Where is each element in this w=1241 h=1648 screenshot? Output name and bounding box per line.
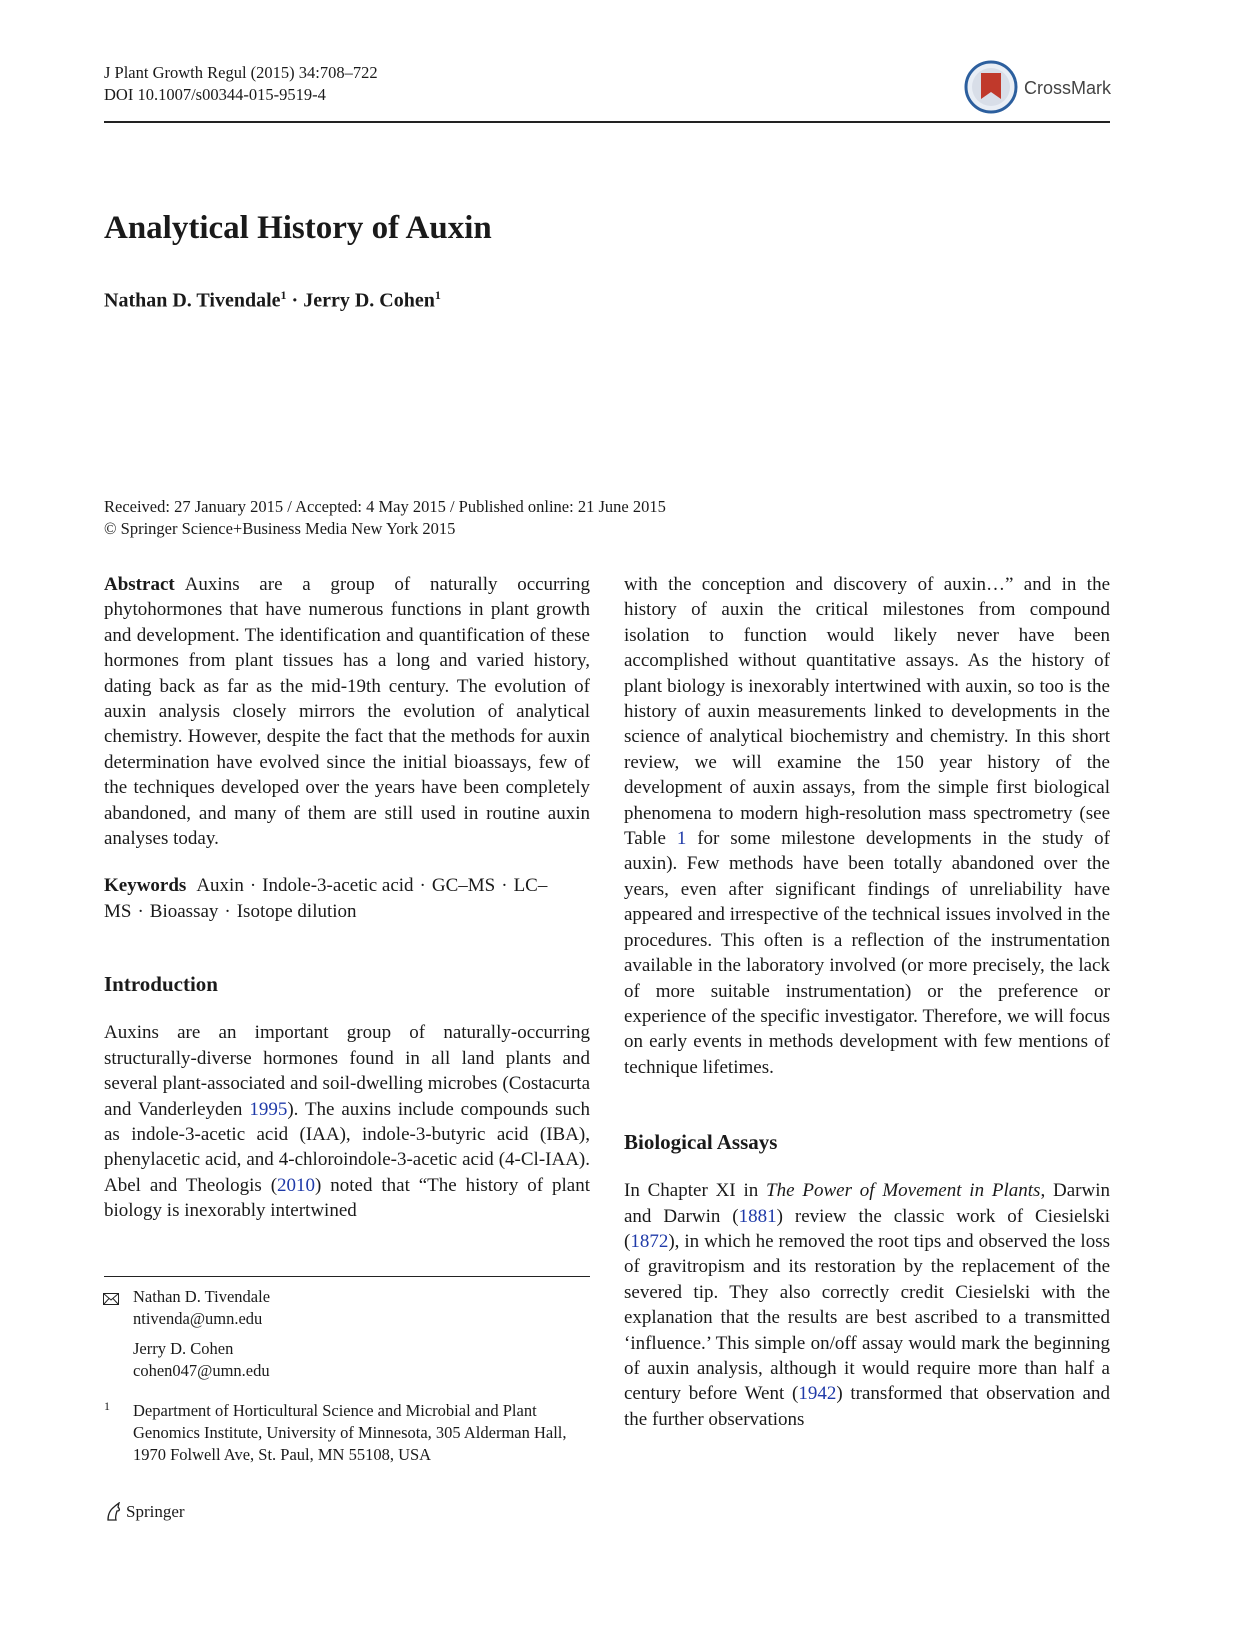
crossmark-badge[interactable] (964, 60, 1114, 118)
body-text: ). The auxins include compounds such as indole-3-acetic acid (IAA), indole-3-butyric acid (IBA), phenylacetic acid, and 4-chloroindole-3-acetic acid (4-Cl-IAA). Abel and Theologis ( (104, 1098, 590, 1196)
keywords-label: Keywords (104, 875, 187, 897)
keyword: Indole-3-acetic acid (262, 875, 414, 897)
keyword-separator: · (249, 875, 257, 897)
crossmark-label: CrossMark (1024, 78, 1112, 98)
received-dates: Received: 27 January 2015 / Accepted: 4 May 2015 / Published online: 21 June 2015 (104, 497, 666, 516)
keyword: Isotope dilution (236, 900, 357, 922)
author-affiliation-mark: 1 (434, 288, 441, 302)
keywords (104, 873, 590, 924)
body-text: ), in which he removed the root tips and observed the loss of gravitropism and its restoration by the replacement of the severed tip. They also correctly credit Ciesielski with the explanation that the results are best ascribed to a transmitted ‘influence.’ This simple on/off assay would mark the beginning of auxin analysis, although it would require more than half a century before Went ( (624, 1230, 1110, 1405)
body-text: In Chapter XI in (624, 1180, 767, 1202)
body-text: ) noted that “The history of plant biology is inexorably intertwined (104, 1174, 590, 1222)
copyright: © Springer Science+Business Media New York 2015 (104, 519, 456, 538)
doi[interactable]: DOI 10.1007/s00344-015-9519-4 (104, 85, 326, 104)
publication-history (104, 496, 804, 540)
author-separator: · (291, 289, 299, 312)
biological-assays-paragraph (624, 1178, 1110, 1432)
envelope-icon (103, 1293, 119, 1305)
keyword-separator: · (224, 900, 231, 922)
body-text: ) transformed that observation and the further observations (624, 1383, 1110, 1430)
author-name[interactable]: Nathan D. Tivendale (104, 289, 281, 312)
keyword: LC–MS (104, 875, 548, 922)
citation-link[interactable]: 1942 (798, 1383, 837, 1405)
citation-link[interactable]: 2010 (277, 1174, 316, 1196)
journal-header (104, 62, 604, 106)
keyword: Auxin (196, 875, 244, 897)
contact-email[interactable]: cohen047@umn.edu (133, 1361, 270, 1380)
citation-link[interactable]: 1872 (630, 1230, 669, 1252)
keyword: Bioassay (149, 900, 219, 922)
affiliation-number: 1 (104, 1399, 110, 1413)
book-title: The Power of Movement in Plants (766, 1180, 1041, 1202)
body-text: Auxins are an important group of naturally-occurring structurally-diverse hormones found in all land plants and several plant-associated and soil-dwelling microbes (Costacurta and Vanderleyden (104, 1022, 590, 1120)
abstract (104, 572, 590, 851)
abstract-text: Auxins are a group of naturally occurring phytohormones that have numerous functions in plant growth and development. The identification and quantification of these hormones from plant tissues has a long and varied history, dating back as far as the mid-19th century. The evolution of auxin analysis closely mirrors the evolution of analytical chemistry. However, despite the fact that the methods for auxin determination have evolved since the initial bioassays, few of the techniques developed over the years have been completely abandoned, and many of them are still used in routine auxin analyses today. (104, 574, 590, 850)
introduction-paragraph (624, 572, 1110, 1080)
affiliation: Department of Horticultural Science and Microbial and Plant Genomics Institute, University of Minnesota, 305 Alderman Hall, 1970 Folwell Ave, St. Paul, MN 55108, USA (133, 1401, 567, 1464)
left-column (104, 572, 590, 1224)
header-divider (104, 121, 1110, 123)
journal-citation: J Plant Growth Regul (2015) 34:708–722 (104, 63, 378, 82)
contact-name: Jerry D. Cohen (133, 1339, 234, 1358)
biological-assays-heading: Biological Assays (624, 1130, 778, 1155)
body-text: ) review the classic work of Ciesielski ( (624, 1205, 1110, 1252)
springer-horse-icon (104, 1502, 122, 1522)
keyword: GC–MS (431, 875, 496, 897)
author-affiliation-mark: 1 (280, 288, 287, 302)
contact-email[interactable]: ntivenda@umn.edu (133, 1309, 263, 1328)
introduction-paragraph (104, 1020, 590, 1223)
body-text: , Darwin and Darwin ( (624, 1180, 1110, 1227)
body-text: with the conception and discovery of auxin…” and in the history of auxin the critical milestones from compound isolation to function would likely never have been accomplished without quantitative assays. As the history of plant biology is inexorably intertwined with auxin, so too is the history of auxin measurements linked to developments in the science of analytical biochemistry and chemistry. In this short review, we will examine the 150 year history of the development of auxin assays, from the simple first biological phenomena to modern high-resolution mass spectrometry (see Table (624, 574, 1110, 850)
publisher-name: Springer (126, 1502, 185, 1521)
abstract-label: Abstract (104, 574, 175, 595)
footnote-divider (104, 1276, 590, 1277)
article-title: Analytical History of Auxin (104, 210, 492, 246)
crossmark-icon (964, 60, 1018, 114)
introduction-heading: Introduction (104, 972, 218, 997)
citation-link[interactable]: 1881 (738, 1205, 777, 1227)
table-link[interactable]: 1 (676, 828, 687, 850)
author-list (104, 282, 441, 314)
correspondence (133, 1286, 583, 1382)
keyword-separator: · (419, 875, 426, 897)
author-name[interactable]: Jerry D. Cohen (303, 289, 435, 312)
keyword-separator: · (137, 900, 144, 922)
body-text: for some milestone developments in the study of auxin). Few methods have been totally abandoned over the years, even after significant findings of unreliability have appeared and irrespective of the technical issues involved in the procedures. This often is a reflection of the instrumentation available in the laboratory involved (or more precisely, the lack of more suitable instrumentation) or the preference or experience of the specific investigator. Therefore, we will focus on early events in methods development with few mentions of technique lifetimes. (624, 828, 1110, 1078)
right-column (624, 572, 1110, 1432)
keyword-separator: · (501, 875, 508, 897)
citation-link[interactable]: 1995 (249, 1098, 288, 1120)
contact-name: Nathan D. Tivendale (133, 1287, 271, 1306)
